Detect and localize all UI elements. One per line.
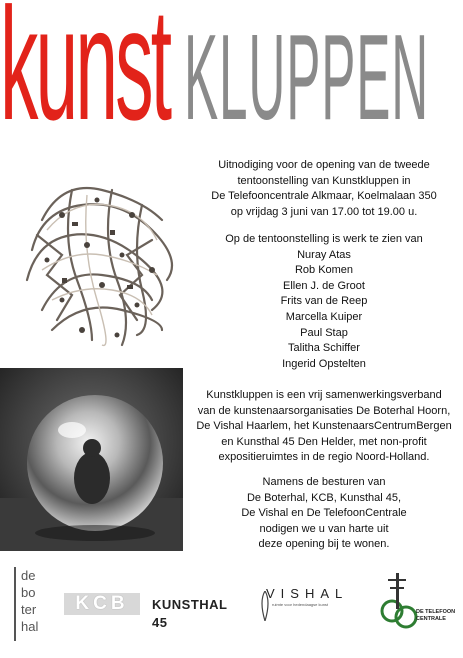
header: [0, 0, 463, 153]
boterhal-logo-text: ter: [21, 602, 37, 617]
vishal-logo: [258, 587, 366, 627]
boterhal-logo-text: bo: [21, 585, 36, 600]
vishal-fish-icon: [258, 591, 272, 621]
telefooncentrale-mark-icon: [378, 573, 420, 633]
invitation-line: Uitnodiging voor de opening van de tweede: [218, 159, 430, 171]
artist-name: Ellen J. de Groot: [283, 279, 365, 292]
vishal-logo-text: VISHAL: [266, 586, 349, 601]
boterhal-logo-text: hal: [21, 619, 39, 634]
kcb-logo: [64, 593, 140, 615]
closing-line: De Boterhal, KCB, Kunsthal 45,: [246, 491, 402, 504]
about-line: De Vishal Haarlem, het KunstenaarsCentrumBergen: [196, 420, 452, 433]
about-line: en Kunsthal 45 Den Helder, met non-profit: [221, 435, 427, 448]
brand-kluppen: KLUPPEN: [184, 9, 430, 145]
artist-name: Paul Stap: [300, 326, 348, 339]
sphere-photo-image: [0, 368, 183, 551]
about-line: Kunstkluppen is een vrij samenwerkingsverband: [206, 389, 442, 401]
closing-line: nodigen we u van harte uit: [259, 522, 389, 535]
artists-section: [190, 232, 458, 372]
kunsthal-logo-text: KUNSTHAL 45: [152, 597, 228, 630]
closing-line: De Vishal en De TelefoonCentrale: [241, 507, 407, 520]
kunsthal-logo: [152, 596, 244, 630]
telefooncentrale-logo: [378, 573, 458, 633]
invitation-line: tentoonstelling van Kunstkluppen in: [237, 174, 411, 187]
invitation-line: op vrijdag 3 juni van 17.00 tot 19.00 u.: [230, 205, 418, 218]
about-line: van de kunstenaarsorganisaties De Boterhal Hoorn,: [197, 404, 451, 417]
telefooncentrale-line: DE TELEFOON: [416, 609, 456, 615]
invitation-text: [190, 158, 458, 220]
closing-line: Namens de besturen van: [262, 476, 386, 488]
boterhal-logo: [14, 567, 50, 641]
vishal-tagline: ruimte voor hedendaagse kunst: [272, 602, 329, 607]
artist-name: Frits van de Reep: [280, 295, 368, 308]
about-line: expositieruimtes in de regio Noord-Holland.: [218, 451, 430, 464]
brand-kunst: kunst: [0, 0, 170, 153]
closing-section: [190, 475, 458, 553]
boterhal-logo-text: de: [21, 568, 36, 583]
artist-name: Nuray Atas: [297, 248, 351, 261]
artist-name: Talitha Schiffer: [288, 342, 360, 355]
sculpture-image: [2, 160, 188, 360]
kcb-logo-text: KCB: [75, 593, 129, 614]
about-section: [190, 388, 458, 466]
closing-line: deze opening bij te wonen.: [258, 538, 390, 551]
artists-intro: Op de tentoonstelling is werk te zien van: [225, 233, 423, 245]
partner-logos: [0, 565, 463, 645]
artist-name: Rob Komen: [294, 264, 354, 277]
artist-name: Ingerid Opstelten: [282, 357, 366, 370]
telefooncentrale-line: CENTRALE: [416, 616, 446, 622]
invitation-line: De Telefooncentrale Alkmaar, Koelmalaan 350: [211, 190, 437, 203]
artist-name: Marcella Kuiper: [285, 310, 363, 323]
telefooncentrale-text: [416, 609, 455, 623]
sphere-photo: [0, 368, 183, 551]
